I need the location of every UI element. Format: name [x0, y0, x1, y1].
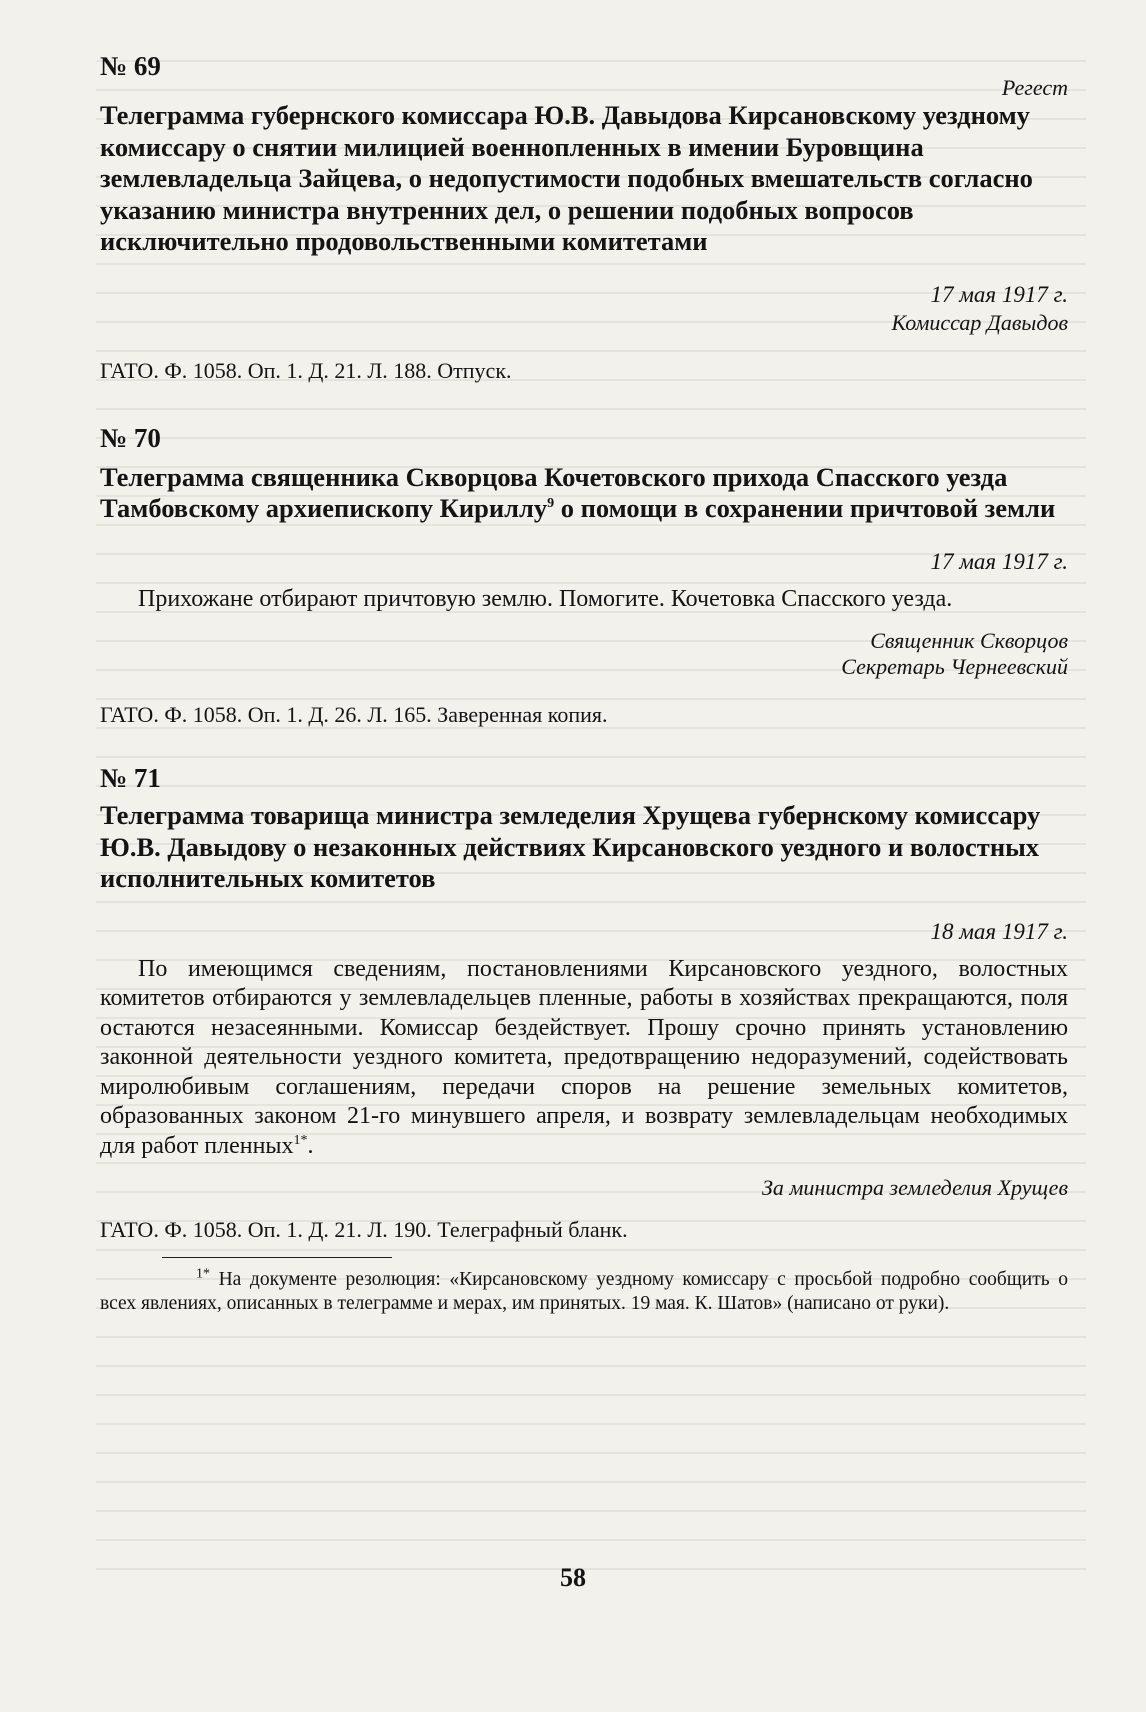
archive-reference: ГАТО. Ф. 1058. Оп. 1. Д. 21. Л. 190. Телеграфный бланк.: [100, 1217, 628, 1242]
doc-date: 18 мая 1917 г.: [930, 918, 1068, 944]
document-70: [100, 422, 1068, 729]
doc-signature-secretary: Секретарь Чернеевский: [841, 654, 1068, 679]
doc-signature: Комиссар Давыдов: [891, 309, 1068, 335]
archive-reference: ГАТО. Ф. 1058. Оп. 1. Д. 26. Л. 165. Заверенная копия.: [100, 702, 608, 727]
doc-number: № 70: [100, 422, 161, 453]
document-71: [100, 762, 1068, 1243]
doc-title-tail: о помощи в сохранении причтовой земли: [554, 493, 1056, 523]
footnote-text: На документе резолюция: «Кирсановскому уездному комиссару с просьбой подробно сообщить о всех явлениях, описанных в телеграмме и мерах, им принятых. 19 мая. К. Шатов» (написано от руки).: [100, 1269, 1068, 1314]
doc-number: № 69: [100, 51, 161, 81]
page-number: 58: [560, 1563, 586, 1592]
regest-label: Регест: [1001, 75, 1068, 100]
doc-date: 17 мая 1917 г.: [930, 281, 1068, 307]
doc-signature: Священник Скворцов: [870, 628, 1068, 653]
doc-body: [100, 955, 1068, 1162]
doc-body-text: По имеющимся сведениям, постановлениями Кирсановского уездного, волостных комитетов отбираются у землевладельцев пленные, работы в хозяйствах прекращаются, поля остаются незасеянными. Комиссар бездействует. Прошу срочно принять установлению законной деятельности уездного комитета, предотвращению недоразумений, содействовать миролюбивым соглашениям, передачи споров на решение земельных комитетов, образованных законом 21-го минувшего апреля, и возврату землевладельцам необходимых для работ пленных: [100, 955, 1068, 1159]
doc-number: № 71: [100, 763, 161, 793]
doc-body-tail: .: [307, 1132, 314, 1159]
doc-title: [100, 462, 1068, 525]
doc-title: Телеграмма губернского комиссара Ю.В. Давыдова Кирсановскому уездному комиссару о снятии милицией военнопленных в имении Буровщина землевладельца Зайцева, о недопустимости подобных вмешательств согласно указанию министра внутренних дел, о решении подобных вопросов исключительно продовольственными комитетами: [100, 100, 1033, 256]
footnote-divider: [162, 1257, 392, 1258]
archive-reference: ГАТО. Ф. 1058. Оп. 1. Д. 21. Л. 188. Отпуск.: [100, 357, 512, 383]
footnote: [100, 1268, 1068, 1316]
doc-title-text: Телеграмма священника Скворцова Кочетовского прихода Спасского уезда Тамбовскому архиепископу Кириллу: [100, 461, 1008, 523]
document-69: [100, 50, 1068, 384]
doc-signature: За министра земледелия Хрущев: [761, 1175, 1068, 1200]
footnote-marker: 1*: [196, 1266, 210, 1282]
doc-title: Телеграмма товарища министра земледелия Хрущева губернскому комиссару Ю.В. Давыдову о незаконных действиях Кирсановского уездного и волостных исполнительных комитетов: [100, 800, 1041, 893]
doc-date: 17 мая 1917 г.: [930, 548, 1068, 574]
footnote-ref: 9: [547, 496, 555, 512]
doc-body: Прихожане отбирают причтовую землю. Помогите. Кочетовка Спасского уезда.: [138, 585, 953, 612]
footnote-ref: 1*: [293, 1132, 308, 1148]
